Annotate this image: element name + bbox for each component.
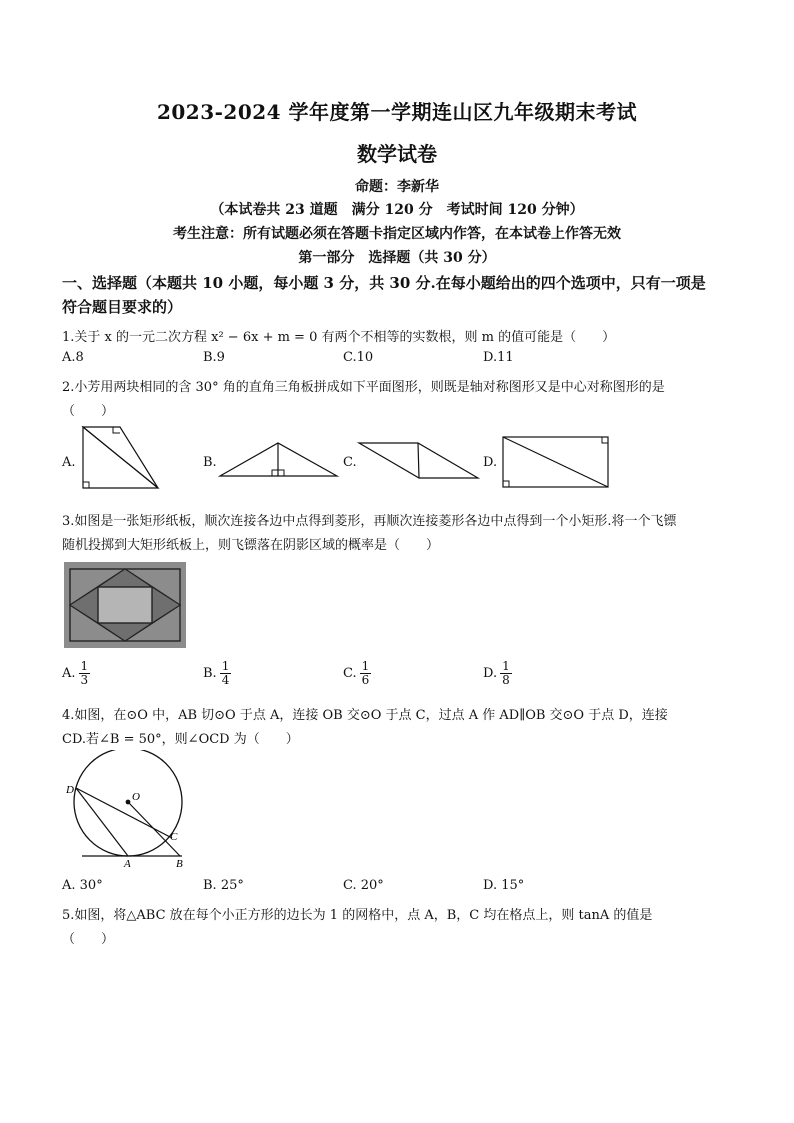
question-3-line1: 3.如图是一张矩形纸板，顺次连接各边中点得到菱形，再顺次连接菱形各边中点得到一个小矩形.将一个飞镖 bbox=[62, 514, 677, 529]
question-5-line1: 5.如图，将△ABC 放在每个小正方形的边长为 1 的网格中，点 A，B，C 均在格点上，则 tanA 的值是 bbox=[62, 908, 653, 923]
label-o: O bbox=[132, 791, 140, 803]
q1-option-a: A.8 bbox=[62, 350, 84, 365]
q4-option-b: B. 25° bbox=[203, 878, 244, 893]
q2-figure-d bbox=[500, 434, 612, 490]
q2-figure-a bbox=[80, 424, 162, 492]
section-heading-line1: 一、选择题（本题共 10 小题，每小题 3 分，共 30 分.在每小题给出的四个选项中，只有一项是 bbox=[62, 274, 706, 292]
q3-dartboard-figure bbox=[64, 562, 186, 648]
q4-option-d: D. 15° bbox=[483, 878, 525, 893]
q1-option-b: B.9 bbox=[203, 350, 225, 365]
question-3-line2: 随机投掷到大矩形纸板上，则飞镖落在阴影区域的概率是（ ） bbox=[62, 538, 440, 553]
question-4-line2: CD.若∠B = 50°，则∠OCD 为（ ） bbox=[62, 732, 299, 747]
part-heading: 第一部分 选择题（共 30 分） bbox=[298, 250, 496, 266]
q1-option-c: C.10 bbox=[343, 350, 374, 365]
label-a: A bbox=[124, 858, 131, 870]
label-b: B bbox=[176, 858, 183, 870]
q2-option-d: D. bbox=[483, 455, 498, 470]
question-4-line1: 4.如图，在⊙O 中，AB 切⊙O 于点 A，连接 OB 交⊙O 于点 C，过点 A 作 AD∥OB 交⊙O 于点 D，连接 bbox=[62, 708, 668, 723]
q3-option-c: C. $\frac{1}{6}$ bbox=[343, 659, 370, 687]
q1-option-d: D.11 bbox=[483, 350, 514, 365]
q2-option-c: C. bbox=[343, 455, 357, 470]
label-d: D bbox=[66, 784, 74, 796]
exam-author: 命题：李新华 bbox=[355, 179, 439, 195]
label-c: C bbox=[170, 831, 178, 843]
question-2-line2: （ ） bbox=[62, 404, 115, 419]
exam-notice: 考生注意：所有试题必须在答题卡指定区域内作答，在本试卷上作答无效 bbox=[173, 226, 621, 242]
q4-circle-figure bbox=[62, 750, 192, 870]
q4-option-a: A. 30° bbox=[62, 878, 103, 893]
exam-title: 2023-2024 学年度第一学期连山区九年级期末考试 bbox=[156, 100, 638, 124]
q2-figure-b bbox=[218, 440, 340, 480]
question-1: 1.关于 x 的一元二次方程 x² − 6x + m = 0 有两个不相等的实数根，则 m 的值可能是（ ） bbox=[62, 330, 616, 345]
q2-option-a: A. bbox=[62, 455, 76, 470]
section-heading-line2: 符合题目要求的） bbox=[62, 298, 183, 316]
question-2-line1: 2.小芳用两块相同的含 30° 角的直角三角板拼成如下平面图形，则既是轴对称图形又是中心对称图形的是 bbox=[62, 380, 665, 395]
q3-option-d: D. $\frac{1}{8}$ bbox=[483, 659, 510, 687]
exam-subject: 数学试卷 bbox=[357, 142, 437, 166]
question-5-line2: （ ） bbox=[62, 932, 115, 947]
q4-option-c: C. 20° bbox=[343, 878, 384, 893]
q3-option-b: B. $\frac{1}{4}$ bbox=[203, 659, 230, 687]
exam-info: （本试卷共 23 道题 满分 120 分 考试时间 120 分钟） bbox=[210, 202, 584, 218]
q2-figure-c bbox=[356, 440, 482, 482]
q3-option-a: A. $\frac{1}{3}$ bbox=[62, 659, 89, 687]
q2-option-b: B. bbox=[203, 455, 217, 470]
